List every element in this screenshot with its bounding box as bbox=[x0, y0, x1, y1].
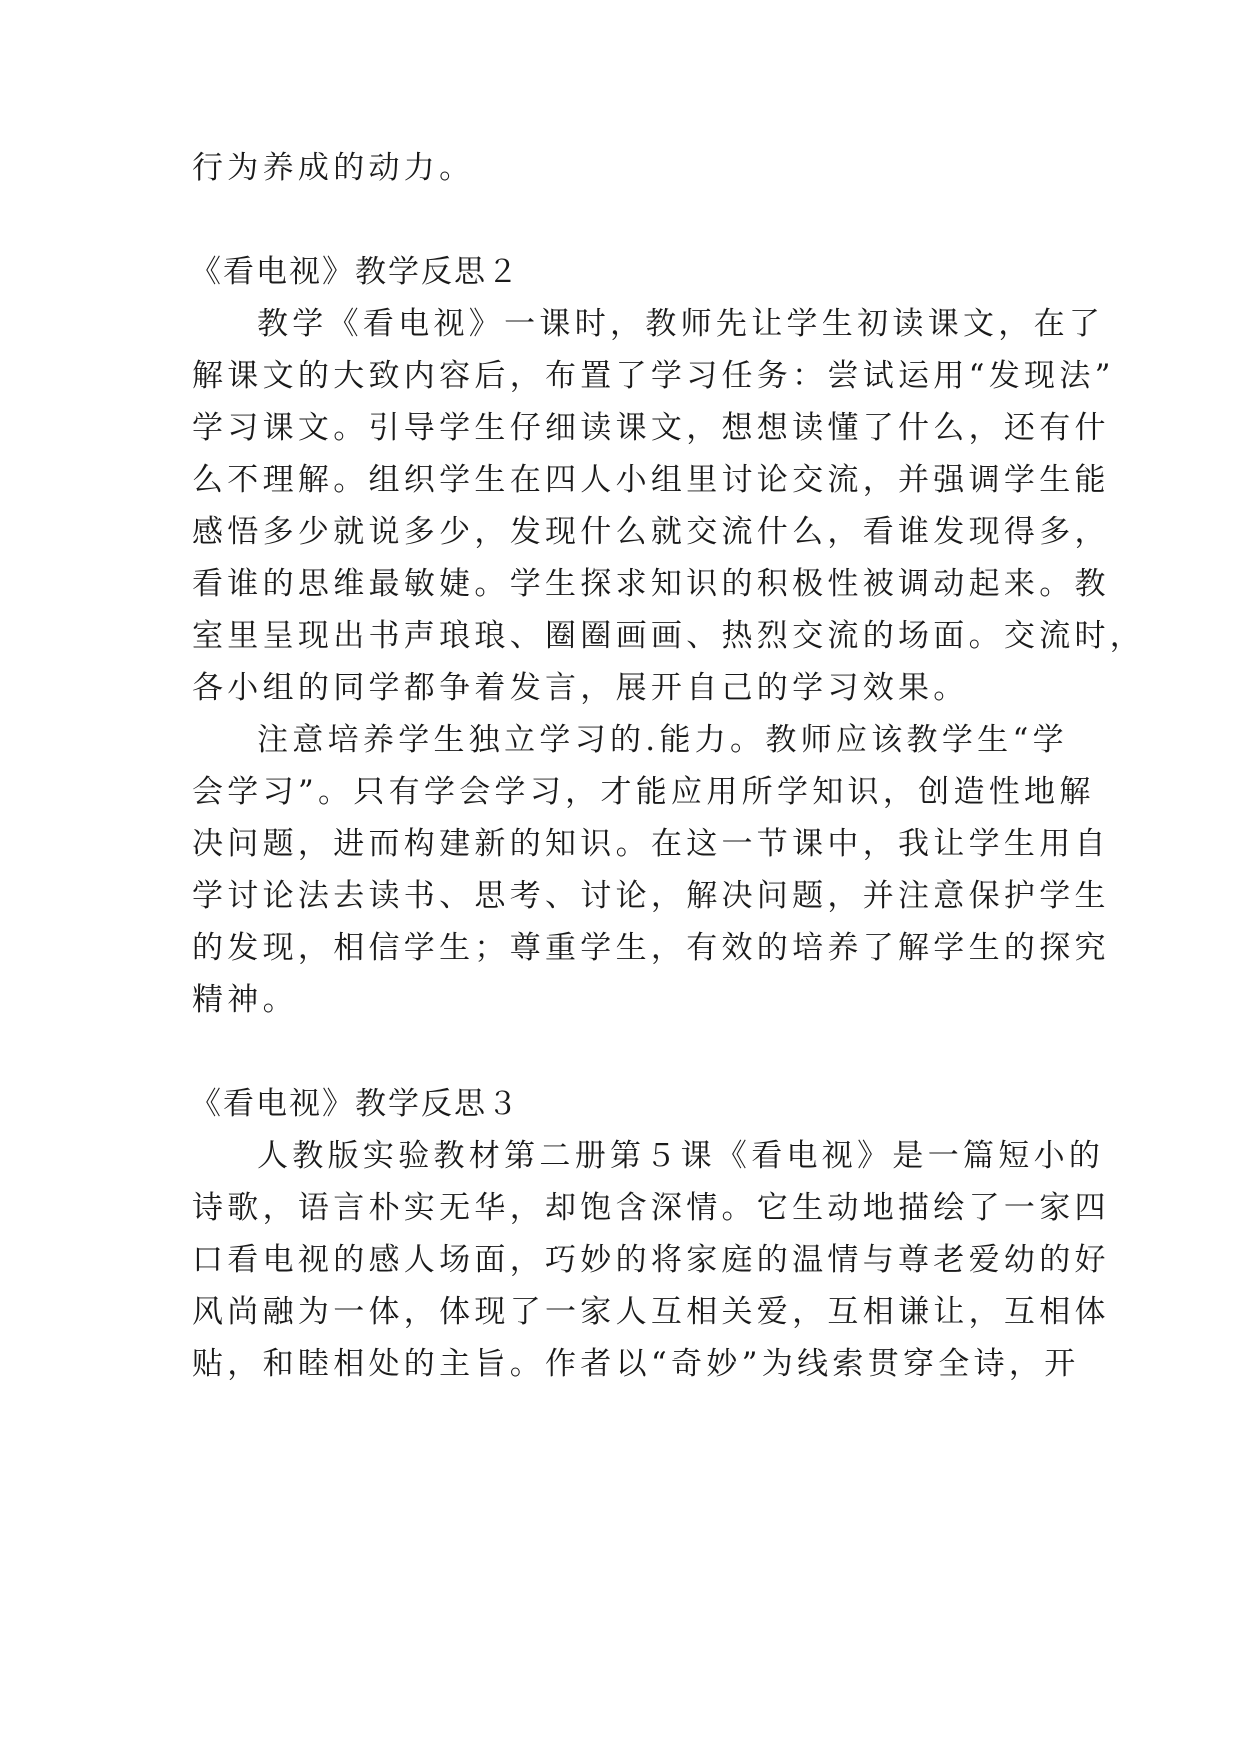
text-line: 学讨论法去读书、思考、讨论，解决问题，并注意保护学生 bbox=[192, 878, 1110, 914]
text-line: 么不理解。组织学生在四人小组里讨论交流，并强调学生能 bbox=[192, 462, 1110, 498]
text-line: 贴，和睦相处的主旨。作者以“奇妙”为线索贯穿全诗，开 bbox=[192, 1346, 1080, 1382]
text-line: 人教版实验教材第二册第５课《看电视》是一篇短小的 bbox=[257, 1138, 1105, 1174]
text-line: 看谁的思维最敏婕。学生探求知识的积极性被调动起来。教 bbox=[192, 566, 1110, 602]
text-line: 学习课文。引导学生仔细读课文，想想读懂了什么，还有什 bbox=[192, 410, 1110, 446]
text-line: 行为养成的动力。 bbox=[192, 150, 475, 186]
text-line: 室里呈现出书声琅琅、圈圈画画、热烈交流的场面。交流时， bbox=[192, 618, 1146, 654]
text-line: 的发现，相信学生；尊重学生，有效的培养了解学生的探究 bbox=[192, 930, 1110, 966]
text-line: 解课文的大致内容后，布置了学习任务：尝试运用“发现法” bbox=[192, 358, 1115, 394]
text-line: 精神。 bbox=[192, 982, 298, 1018]
text-line: 风尚融为一体，体现了一家人互相关爱，互相谦让，互相体 bbox=[192, 1294, 1110, 1330]
text-line: 决问题，进而构建新的知识。在这一节课中，我让学生用自 bbox=[192, 826, 1110, 862]
text-line: 注意培养学生独立学习的.能力。教师应该教学生“学 bbox=[257, 722, 1068, 758]
text-line: 会学习”。只有学会学习，才能应用所学知识，创造性地解 bbox=[192, 774, 1095, 810]
text-line: 口看电视的感人场面，巧妙的将家庭的温情与尊老爱幼的好 bbox=[192, 1242, 1110, 1278]
section-heading-2: 《看电视》教学反思２ bbox=[190, 254, 520, 290]
section-heading-3: 《看电视》教学反思３ bbox=[190, 1086, 520, 1122]
text-line: 感悟多少就说多少，发现什么就交流什么，看谁发现得多， bbox=[192, 514, 1110, 550]
text-line: 诗歌，语言朴实无华，却饱含深情。它生动地描绘了一家四 bbox=[192, 1190, 1110, 1226]
text-line: 各小组的同学都争着发言，展开自己的学习效果。 bbox=[192, 670, 969, 706]
text-line: 教学《看电视》一课时，教师先让学生初读课文，在了 bbox=[257, 306, 1105, 342]
